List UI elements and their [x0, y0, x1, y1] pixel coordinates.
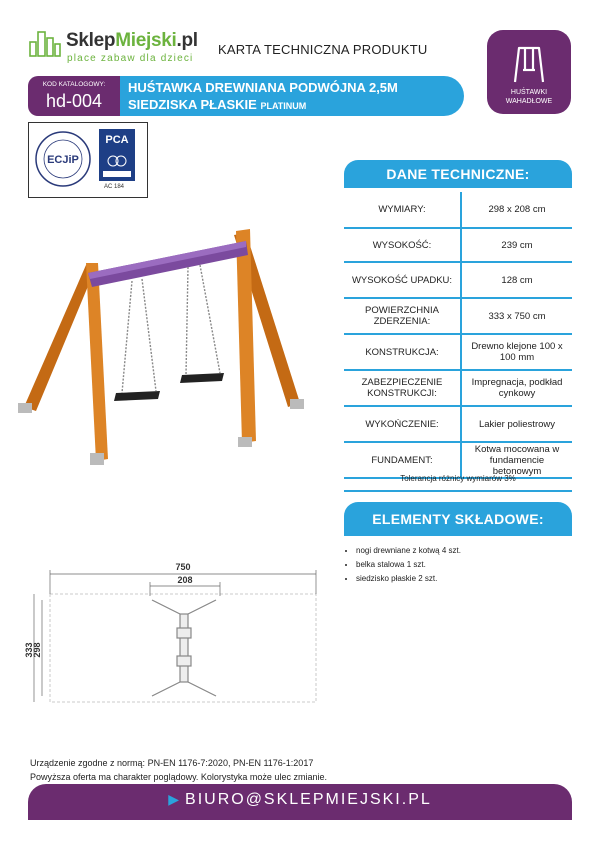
spec-label: WYKOŃCZENIE:	[344, 406, 461, 442]
divider	[344, 490, 572, 492]
product-variant-small: PLATINUM	[260, 101, 307, 111]
spec-label: KONSTRUKCJA:	[344, 334, 461, 370]
dim-inner-width: 208	[177, 575, 193, 585]
dimension-drawing	[20, 556, 330, 712]
spec-label: WYSOKOŚĆ UPADKU:	[344, 262, 461, 298]
catalog-code-label: KOD KATALOGOWY:	[42, 81, 106, 88]
category-label: HUŚTAWKI WAHADŁOWE	[505, 89, 553, 105]
table-row	[344, 370, 572, 406]
spec-label: POWIERZCHNIA ZDERZENIA:	[344, 298, 461, 334]
svg-text:ECJiP: ECJiP	[47, 154, 79, 166]
spec-value: Impregnacja, podkład cynkowy	[461, 370, 572, 406]
certificate-logos-icon	[29, 123, 147, 197]
dim-inner-height: 298	[32, 642, 42, 658]
spec-value: Kotwa mocowana w fundamencie betonowym	[461, 442, 572, 478]
spec-value: Drewno klejone 100 x 100 mm	[461, 334, 572, 370]
spec-label: WYMIARY:	[344, 192, 461, 228]
play-arrow-icon: ▶	[168, 791, 182, 807]
spec-value: Lakier poliestrowy	[461, 406, 572, 442]
spec-label: FUNDAMENT:	[344, 442, 461, 478]
accreditation-code: AC 184	[104, 184, 125, 190]
logo-tagline: place zabaw dla dzieci	[67, 53, 194, 64]
logo-prefix: Sklep	[66, 30, 116, 51]
catalog-code: hd-004	[45, 91, 103, 111]
category-badge	[487, 30, 571, 114]
technical-data-header: DANE TECHNICZNE:	[344, 160, 572, 188]
table-row	[344, 262, 572, 298]
spec-label: WYSOKOŚĆ:	[344, 228, 461, 262]
certificates-box	[28, 122, 148, 198]
spec-label: ZABEZPIECZENIE KONSTRUKCJI:	[344, 370, 461, 406]
list-item: • belka stalowa 1 szt.	[356, 558, 461, 572]
table-row	[344, 442, 572, 478]
table-row	[344, 334, 572, 370]
product-variant	[128, 97, 306, 112]
product-variant-main: SIEDZISKA PŁASKIE	[128, 97, 257, 112]
svg-text:PCA: PCA	[105, 134, 129, 146]
dim-outer-height: 333	[24, 642, 34, 658]
spec-value: 239 cm	[461, 228, 572, 262]
dim-outer-width: 750	[175, 562, 191, 572]
disclaimer-note: Powyższa oferta ma charakter poglądowy. Kolorystyka może ulec zmianie.	[30, 772, 327, 782]
table-row	[344, 228, 572, 262]
norm-compliance-note: Urządzenie zgodne z normą: PN-EN 1176-7:2020, PN-EN 1176-1:2017	[30, 758, 314, 768]
logo-wordmark[interactable]	[66, 30, 198, 52]
spec-value: 128 cm	[461, 262, 572, 298]
logo-accent: Miejski	[115, 30, 177, 51]
elements-list	[336, 544, 461, 586]
list-item: • nogi drewniane z kotwą 4 szt.	[356, 544, 461, 558]
table-row	[344, 192, 572, 228]
table-row	[344, 406, 572, 442]
swing-icon	[513, 44, 545, 84]
footer-email-link[interactable]	[0, 791, 600, 809]
logo-suffix: .pl	[176, 30, 198, 51]
footer-email: BIURO@SKLEPMIEJSKI.PL	[185, 791, 432, 808]
list-item: • siedzisko płaskie 2 szt.	[356, 572, 461, 586]
spec-value: 298 x 208 cm	[461, 192, 572, 228]
spec-value: 333 x 750 cm	[461, 298, 572, 334]
technical-data-table	[344, 192, 572, 479]
tolerance-note: Tolerancja różnicy wymiarów 3%	[400, 474, 516, 483]
document-title: KARTA TECHNICZNA PRODUKTU	[218, 42, 428, 57]
product-name: HUŚTAWKA DREWNIANA PODWÓJNA 2,5M	[128, 80, 398, 95]
elements-header: ELEMENTY SKŁADOWE:	[344, 502, 572, 536]
catalog-code-box	[28, 76, 120, 116]
city-logo-icon	[28, 28, 62, 58]
table-row	[344, 298, 572, 334]
product-image	[10, 215, 320, 475]
